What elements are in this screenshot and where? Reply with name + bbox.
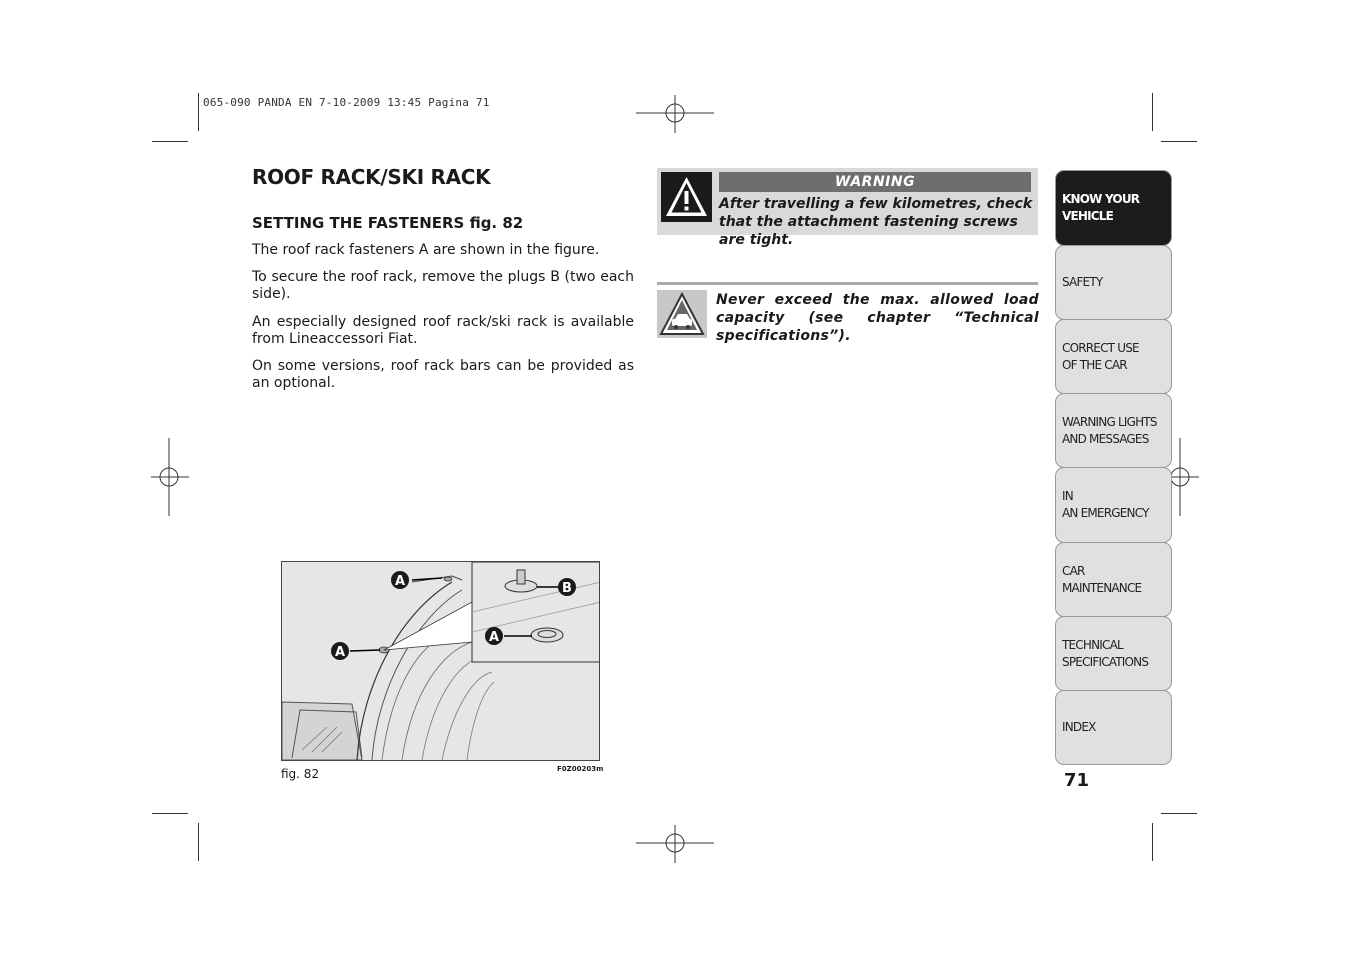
figure-code: F0Z00203m (557, 765, 604, 773)
crop-mark (198, 823, 199, 861)
tab-correct-use[interactable]: CORRECT USE OF THE CAR (1055, 319, 1172, 394)
label-b: B (562, 581, 572, 596)
note-divider (657, 282, 1038, 285)
figure-caption: fig. 82 (281, 767, 320, 781)
crop-mark (198, 93, 199, 131)
warning-text: After travelling a few kilometres, check that the attachment fastening screws are tight. (719, 196, 1033, 248)
paragraph: An especially designed roof rack/ski rack is available from Lineaccessori Fiat. (252, 314, 634, 347)
roof-fastener-illustration (282, 562, 600, 761)
label-a: A (334, 645, 346, 660)
paragraph: On some versions, roof rack bars can be provided as an optional. (252, 358, 634, 391)
section-subtitle: SETTING THE FASTENERS fig. 82 (252, 214, 524, 232)
tab-car-maintenance[interactable]: CAR MAINTENANCE (1055, 542, 1172, 617)
label-a: A (394, 574, 406, 589)
paragraph: To secure the roof rack, remove the plugs B (two each side). (252, 269, 634, 302)
crop-mark (1152, 823, 1153, 861)
registration-mark-top (636, 95, 714, 133)
tab-know-your-vehicle[interactable]: KNOW YOUR VEHICLE (1055, 170, 1172, 246)
roof-fastener-figure (281, 561, 600, 761)
registration-mark-left (151, 438, 189, 516)
crop-mark (1161, 141, 1197, 142)
registration-mark-bottom (636, 825, 714, 863)
print-header: 065-090 PANDA EN 7-10-2009 13:45 Pagina 71 (203, 96, 490, 109)
crop-mark (152, 813, 188, 814)
tab-technical-specifications[interactable]: TECHNICAL SPECIFICATIONS (1055, 616, 1172, 691)
page-number: 71 (1064, 770, 1090, 791)
crop-mark (1152, 93, 1153, 131)
note-text: Never exceed the max. allowed load capacity (see chapter “Technical specifications”). (716, 292, 1039, 344)
tab-warning-lights[interactable]: WARNING LIGHTS AND MESSAGES (1055, 393, 1172, 468)
warning-label: WARNING (719, 172, 1031, 192)
crop-mark (1161, 813, 1197, 814)
car-load-triangle-icon (657, 290, 707, 338)
label-a: A (488, 630, 500, 645)
section-title: ROOF RACK/SKI RACK (252, 165, 491, 189)
warning-triangle-icon (661, 172, 712, 222)
paragraph: The roof rack fasteners A are shown in the figure. (252, 242, 600, 258)
tab-in-an-emergency[interactable]: IN AN EMERGENCY (1055, 467, 1172, 543)
crop-mark (152, 141, 188, 142)
warning-box (657, 168, 1038, 248)
tab-index[interactable]: INDEX (1055, 690, 1172, 765)
tab-safety[interactable]: SAFETY (1055, 245, 1172, 320)
